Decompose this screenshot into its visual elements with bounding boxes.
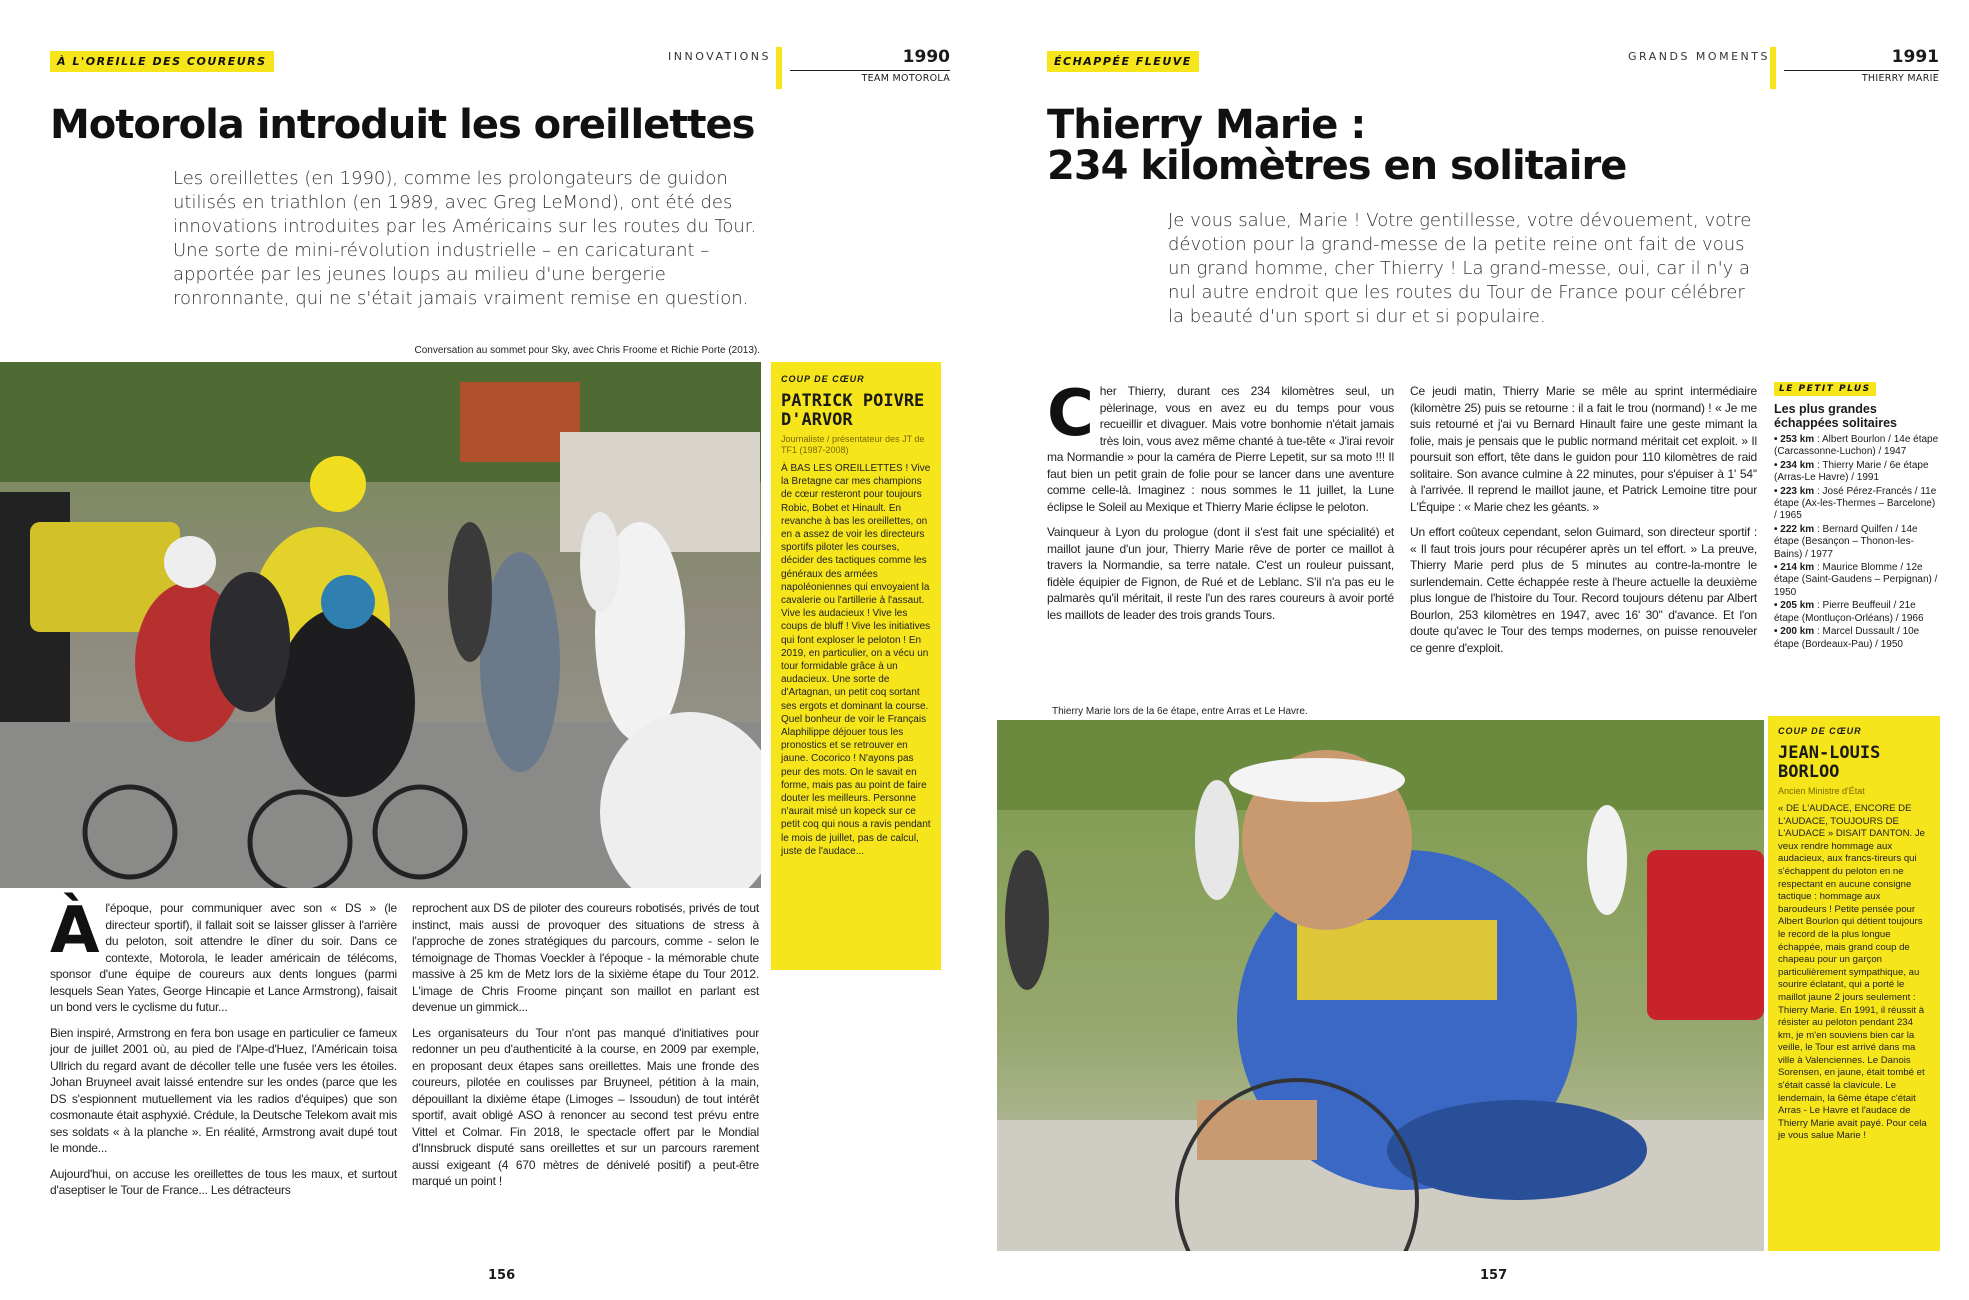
right-headline <box>1047 102 1767 189</box>
petit-plus-item-km: • 214 km <box>1774 562 1815 574</box>
left-body-col1-p2: Bien inspiré, Armstrong en fera bon usage en particulier ce fameux jour de juillet 2001 où, au pied de l'Alpe-d'Huez, l'Américain toisa Ullrich du regard avant de décoller telle une fusée vers les étoiles. Johan Bruyneel avait laissé entendre sur les ondes (parce que les DS s'espionnent mutuellement via les radios d'équipes) que son cosmonaute était asphyxié. Crédule, la Deutsche Telekom avait mis ses soldats « à la planche ». En réalité, Armstrong avait dupé tout le monde... <box>50 1025 397 1155</box>
right-coup-de-coeur-box <box>1768 716 1940 1251</box>
petit-plus-item-km: • 253 km <box>1774 434 1815 445</box>
right-body-col1-p1: her Thierry, durant ces 234 kilomètres seul, un pèlerinage, vous en avez eu du temps pour vous recueillir et divaguer. Mais votre bonhomie n'était jamais très loin, vous avez même chanté à tue-tête « J'irai revoir ma Normandie » pour la caméra de Pierre Lepetit, sur sa moto !!! Il faut bien un petit grain de folie pour se lancer dans une aventure comme celle-là. Imaginez : nous sommes le 11 juillet, la Lune éclipse le Soleil au Mexique et Thierry Marie éclipse le peloton. <box>1047 384 1394 514</box>
right-headline-line-2: 234 kilomètres en solitaire <box>1047 143 1627 189</box>
petit-plus-item-text: : Maurice Blomme / 12e étape (Saint-Gaudens – Perpignan) / 1950 <box>1774 562 1938 598</box>
left-photo-caption: Conversation au sommet pour Sky, avec Chris Froome et Richie Porte (2013). <box>414 345 760 356</box>
left-body-col2-p2: Les organisateurs du Tour n'ont pas manqué d'initiatives pour redonner un peu d'authenticité à la course, en 2009 par exemple, en proposant deux étapes sans oreillettes. Mais une fronde des coureurs, pilotée en coulisses par Bruyneel, pétition à la main, dépouillant la dixième étape (Limoges – Issoudun) de tout intérêt sportif, avait obligé ASO à renoncer au second test prévu entre Vittel et Colmar. Fin 2018, le spectacle offert par le Mondial d'Innsbruck disputé sans oreillettes et sur un parcours rarement aussi exigeant (4 670 mètres de dénivelé positif) a peut-être marqué un point ! <box>412 1025 759 1188</box>
right-coup-role: Ancien Ministre d'État <box>1778 786 1865 796</box>
right-body-col2-p2: Un effort coûteux cependant, selon Guimard, son directeur sportif : « Il faut trois jours pour récupérer après un tel effort. » La preuve, Thierry Marie perd plus de 5 minutes au contre-la-montre le surlendemain. Cette échappée reste à l'heure actuelle la deuxième plus longue de l'histoire du Tour. Record toujours détenu par Albert Bourlon, 253 kilomètres en 1947, avec 16' 30'' d'avance. Et l'on doute qu'avec le Tour des temps modernes, on puisse renouveler ce genre d'exploit. <box>1410 525 1757 655</box>
left-year-subtitle: TEAM MOTOROLA <box>790 70 950 84</box>
left-body-col1-p3: Aujourd'hui, on accuse les oreillettes de tous les maux, et surtout d'aseptiser le Tour de France... Les détracteurs <box>50 1166 397 1197</box>
right-body-col1-p2: Vainqueur à Lyon du prologue (dont il s'est fait une spécialité) et maillot jaune d'un jour, Thierry Marie rêve de porter ce maillot à travers la Normandie, sa terre natale. C'est un rouleur puissant, fidèle équipier de Fignon, de Rué et de Leblanc. S'il n'a pas eu le palmarès qu'il méritait, il reste l'un des rares coureurs à avoir porté les maillots de leader des trois grands Tours. <box>1047 525 1394 622</box>
right-year-subtitle: THIERRY MARIE <box>1784 70 1939 84</box>
right-dropcap: C <box>1047 377 1094 451</box>
right-section-tag: ÉCHAPPÉE FLEUVE <box>1047 51 1199 72</box>
right-coup-text: « DE L'AUDACE, ENCORE DE L'AUDACE, TOUJOURS DE L'AUDACE » DISAIT DANTON. Je veux rendre hommage aux audacieux, aux francs-tireurs qui s'échappent du peloton en ne respectant en aucune consigne tactique : hommage aux baroudeurs ! Petite pensée pour Albert Bourlon qui détient toujours le record de la plus longue échappée, mais grand coup de chapeau pour un garçon particulièrement sympathique, au sourire éclatant, qui a porté le maillot jaune 2 jours seulement : Thierry Marie. En 1991, il réussit à résister au peloton pendant 234 km, je m'en souviens bien car la veille, le Tour est arrivé dans ma ville à Valenciennes. Le Danois Sorensen, en jaune, était tombé et s'était cassé la clavicule. Le lendemain, la 6ème étape c'était Arras - Le Havre et l'audace de Thierry Marie avait payé. Pour cela je vous salue Marie ! <box>1778 803 1927 1142</box>
left-coup-de-coeur-box <box>771 362 941 970</box>
petit-plus-item-text: : José Pérez-Francés / 11e étape (Ax-les-Thermes – Barcelone) / 1965 <box>1774 485 1937 522</box>
left-coup-role: Journaliste / présentateur des JT de TF1 (1987-2008) <box>781 434 925 455</box>
right-coup-kicker: COUP DE CŒUR <box>1778 726 1862 736</box>
left-body-column-1 <box>50 894 397 1208</box>
petit-plus-item-text: : Albert Bourlon / 14e étape (Carcassonne-Luchon) / 1947 <box>1774 434 1939 458</box>
right-section-name: GRANDS MOMENTS <box>1628 50 1770 63</box>
petit-plus-title: Les plus grandes échappées solitaires <box>1774 402 1897 430</box>
petit-plus-sidebar <box>1774 378 1940 652</box>
petit-plus-item-km: • 223 km <box>1774 485 1815 497</box>
petit-plus-item <box>1774 486 1940 523</box>
petit-plus-item-text: : Bernard Quilfen / 14e étape (Besançon – Thonon-les-Bains) / 1977 <box>1774 523 1918 560</box>
petit-plus-item <box>1774 524 1940 561</box>
petit-plus-item <box>1774 460 1940 485</box>
right-body-column-1 <box>1047 377 1394 632</box>
right-photo-caption: Thierry Marie lors de la 6e étape, entre Arras et Le Havre. <box>1052 706 1308 717</box>
right-page-number: 157 <box>1480 1268 1508 1283</box>
petit-plus-kicker: LE PETIT PLUS <box>1774 382 1876 396</box>
petit-plus-list <box>1774 434 1940 651</box>
petit-plus-item-text: : Pierre Beuffeuil / 21e étape (Montluçon-Orléans) / 1966 <box>1774 600 1924 624</box>
petit-plus-item <box>1774 600 1940 625</box>
petit-plus-item <box>1774 434 1940 459</box>
left-coup-kicker: COUP DE CŒUR <box>781 374 865 384</box>
petit-plus-item-text: : Marcel Dussault / 10e étape (Bordeaux-Pau) / 1950 <box>1774 626 1920 650</box>
left-year: 1990 <box>902 47 950 67</box>
petit-plus-item-text: : Thierry Marie / 6e étape (Arras-Le Havre) / 1991 <box>1774 459 1929 484</box>
right-year: 1991 <box>1891 47 1939 67</box>
left-body-column-2 <box>412 900 759 1199</box>
right-coup-name: JEAN-LOUIS BORLOO <box>1778 743 1881 782</box>
right-photo-thierry-marie <box>997 720 1764 1251</box>
left-year-box <box>776 47 950 89</box>
petit-plus-item-km: • 234 km <box>1774 459 1815 471</box>
left-headline: Motorola introduit les oreillettes <box>50 102 755 148</box>
right-lead: Je vous salue, Marie ! Votre gentillesse, votre dévouement, votre dévotion pour la grand-messe de la petite reine ont fait de vous un grand homme, cher Thierry ! La grand-messe, oui, car il n'y a nul autre endroit que les routes du Tour de France pour célébrer la beauté d'un sport si dur et si populaire. <box>1168 210 1752 327</box>
petit-plus-item <box>1774 562 1940 599</box>
left-dropcap: À <box>50 894 100 968</box>
left-body-col2-p1: reprochent aux DS de piloter des coureurs robotisés, privés de tout instinct, mais aussi de provoquer des situations de stress à l'approche de zones stratégiques du parcours, comme - selon le témoignage de Thomas Voeckler à l'époque - la mémorable chute massive à 25 km de Metz lors de la sixième étape du Tour 2012. L'image de Chris Froome pinçant son maillot en parlant est devenue un gimmick... <box>412 901 759 1014</box>
right-body-column-2 <box>1410 383 1757 665</box>
left-section-name: INNOVATIONS <box>668 50 771 63</box>
petit-plus-item <box>1774 626 1940 651</box>
left-coup-text: À BAS LES OREILLETTES ! Vive la Bretagne car mes champions de cœur resteront pour toujours Robic, Bobet et Hinault. En revanche à bas les oreillettes, on en a assez de voir les directeurs sportifs piloter les courses, décider des tactiques comme les généraux des armées napoléoniennes qui envoyaient la cavalerie ou l'artillerie à l'assaut. Vive les audacieux ! Vive les coups de bluff ! Vive les initiatives qui font exploser le peloton ! En 2019, en particulier, on a vécu un tour formidable grâce à un audacieux. Une sorte de d'Artagnan, un petit coq sortant ses ergots et dominant la course. Quel bonheur de voir le Français Alaphilippe déjouer tous les pronostics et se retrouver en jaune. Cocorico ! N'ayons pas peur des mots. On le savait en forme, mais pas au point de faire douter les meilleurs. Personne n'aurait misé un kopeck sur ce petit coq qui nous a ravis pendant le mois de juillet, pas de calcul, juste de l'audace... <box>781 463 931 857</box>
left-body-col1-p1: l'époque, pour communiquer avec son « DS » (le directeur sportif), il fallait soit se laisser glisser à l'arrière du peloton, soit attendre le dîner du soir. Dans ce contexte, Motorola, le leader américain de télécoms, sponsor d'une équipe de coureurs aux dents longues (parmi lesquels Sean Yates, George Hincapie et Lance Armstrong), faisait un bond vers le cyclisme du futur... <box>50 901 397 1014</box>
right-headline-line-1: Thierry Marie : <box>1047 102 1366 148</box>
left-lead: Les oreillettes (en 1990), comme les prolongateurs de guidon utilisés en triathlon (en 1989, avec Greg LeMond), ont été des innovations introduites par les Américains sur les routes du Tour. Une sorte de mini-révolution industrielle – en caricaturant – apportée par les jeunes loups au milieu d'une bergerie ronronnante, qui ne s'était jamais vraiment remise en question. <box>173 168 757 309</box>
left-section-tag: À L'OREILLE DES COUREURS <box>50 51 274 72</box>
left-photo-riders <box>0 362 761 888</box>
petit-plus-item-km: • 200 km <box>1774 626 1815 638</box>
right-year-box <box>1770 47 1939 89</box>
petit-plus-item-km: • 205 km <box>1774 600 1815 612</box>
left-coup-name: PATRICK POIVRE D'ARVOR <box>781 391 925 430</box>
left-page-number: 156 <box>488 1268 516 1283</box>
petit-plus-item-km: • 222 km <box>1774 523 1815 535</box>
right-body-col2-p1: Ce jeudi matin, Thierry Marie se mêle au sprint intermédiaire (kilomètre 25) puis se retourne : il a fait le trou (normand) ! « Je me suis retourné et j'ai vu Bernard Hinault faire une geste mimant la folie, mais je pensais que le public normand méritait cet exploit. » Il poursuit son effort, tête dans le guidon pour 110 kilomètres de raid solitaire. Son avance culmine à 22 minutes, pour s'épuiser à 1' 54'' à l'arrivée. Il reprend le maillot jaune, et Patrick Lemoine titre pour L'Équipe : « Marie chez les géants. » <box>1410 384 1757 514</box>
